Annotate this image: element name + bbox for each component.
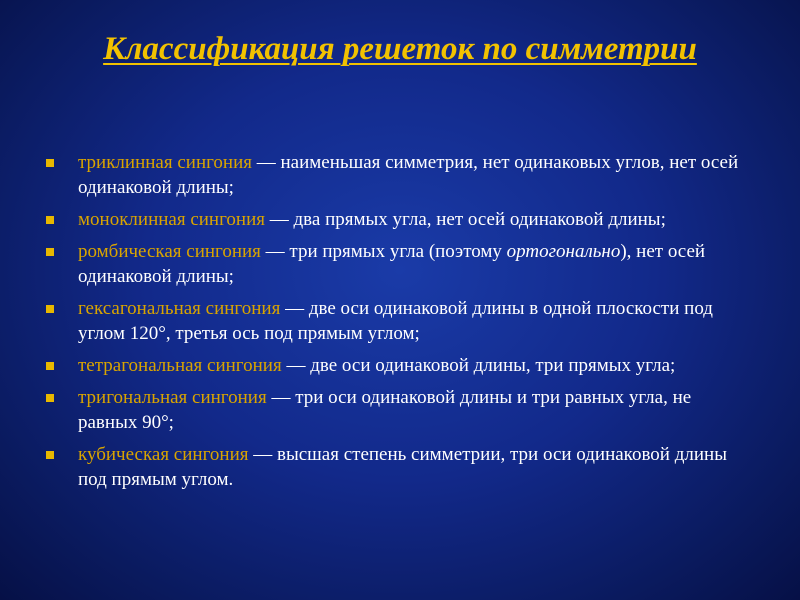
item-term: моноклинная сингония	[78, 209, 265, 230]
item-emphasis: ортогонально	[506, 241, 621, 262]
item-description: — две оси одинаковой длины в одной плоскости под углом 120°, третья ось под прямым углом;	[78, 298, 713, 344]
item-term: тетрагональная сингония	[78, 355, 282, 376]
item-term: кубическая сингония	[78, 444, 249, 465]
item-term: триклинная сингония	[78, 152, 253, 173]
item-description: — высшая степень симметрии, три оси одинаковой длины под прямым углом.	[78, 444, 727, 490]
list-item-tetragonal	[44, 353, 744, 378]
item-description: — два прямых угла, нет осей одинаковой длины;	[265, 209, 666, 230]
list-item-orthorhombic	[44, 239, 744, 289]
slide-title: Классификация решеток по симметрии	[103, 31, 697, 67]
item-description: — наименьшая симметрия, нет одинаковых углов, нет осей одинаковой длины;	[78, 152, 739, 198]
square-bullet-icon	[46, 159, 54, 167]
item-description: — две оси одинаковой длины, три прямых угла;	[281, 355, 676, 376]
square-bullet-icon	[46, 216, 54, 224]
list-item-hexagonal	[44, 296, 744, 346]
list-item-triclinic	[44, 150, 744, 200]
list-item-trigonal	[44, 385, 744, 435]
square-bullet-icon	[46, 451, 54, 459]
list-item-monoclinic	[44, 207, 744, 232]
item-term: ромбическая сингония	[78, 241, 261, 262]
item-term: тригональная сингония	[78, 387, 267, 408]
square-bullet-icon	[46, 362, 54, 370]
item-description-end: ), нет осей одинаковой длины;	[78, 241, 706, 287]
square-bullet-icon	[46, 394, 54, 402]
square-bullet-icon	[46, 305, 54, 313]
item-description: — три оси одинаковой длины и три равных угла, не равных 90°;	[78, 387, 692, 433]
item-description-start: — три прямых угла (поэтому	[260, 241, 507, 262]
syngony-list	[44, 150, 744, 499]
square-bullet-icon	[46, 248, 54, 256]
list-item-cubic	[44, 442, 744, 492]
item-term: гексагональная сингония	[78, 298, 281, 319]
